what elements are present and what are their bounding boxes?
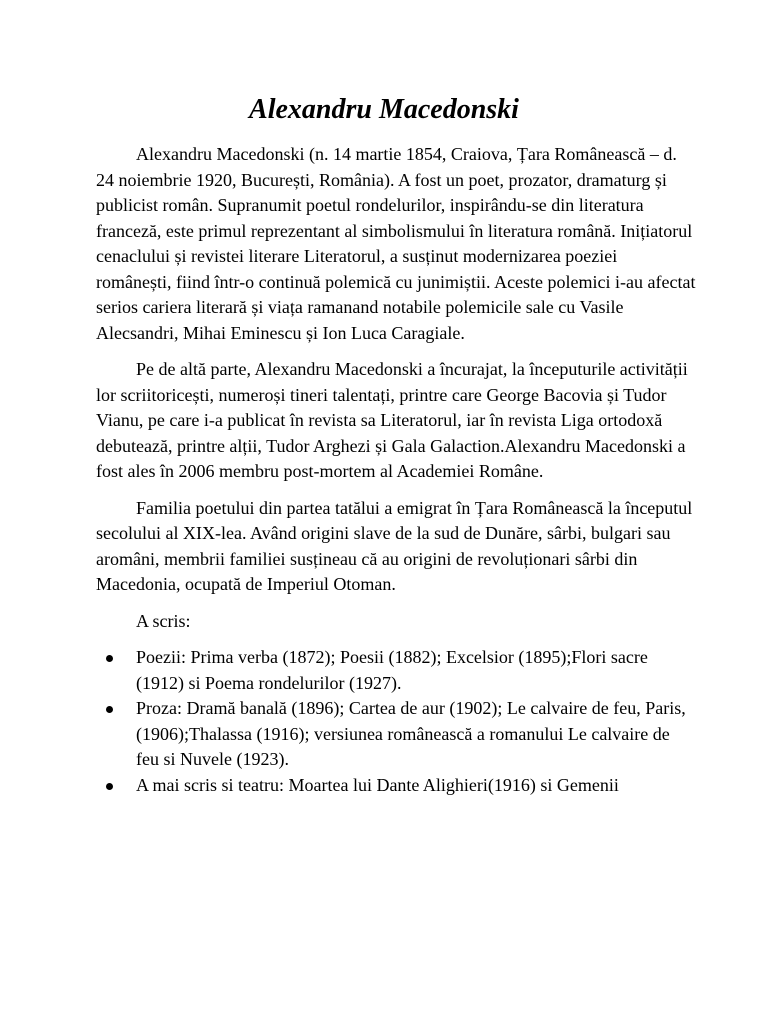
list-item-text: Poezii: Prima verba (1872); Poesii (1882); Excelsior (1895);Flori sacre (1912) si Poema rondelurilor (1927). xyxy=(136,647,648,693)
list-item xyxy=(136,696,696,773)
paragraph-intro: Alexandru Macedonski (n. 14 martie 1854, Craiova, Țara Românească – d. 24 noiembrie 1920, București, România). A fost un poet, prozator, dramaturg și publicist român. Supranumit poetul rondelurilor, inspirându-se din literatura franceză, este primul reprezentant al simbolismului în literatura română. Inițiatorul cenaclului și revistei literare Literatorul, a susținut modernizarea poeziei românești, fiind într-o continuă polemică cu junimiștii. Aceste polemici i-au afectat serios cariera literară și viața ramanand notabile polemicile sale cu Vasile Alecsandri, Mihai Eminescu și Ion Luca Caragiale. xyxy=(96,144,696,343)
list-item-text: Proza: Dramă banală (1896); Cartea de aur (1902); Le calvaire de feu, Paris, (1906);Thalassa (1916); versiunea românească a romanului Le calvaire de feu si Nuvele (1923). xyxy=(136,698,686,769)
list-item xyxy=(136,773,696,799)
bullet-icon xyxy=(106,655,113,662)
paragraph-family: Familia poetului din partea tatălui a emigrat în Țara Românească la începutul secolului al XIX-lea. Având origini slave de la sud de Dunăre, sârbi, bulgari sau aromâni, membrii familiei susțineau că au origini de revoluționari sârbi din Macedonia, ocupată de Imperiul Otoman. xyxy=(96,497,693,594)
paragraph-mentorship: Pe de altă parte, Alexandru Macedonski a încurajat, la începuturile activității lor scriitoricești, numeroși tineri talentați, printre care George Bacovia și Tudor Vianu, pe care i-a publicat în revista sa Literatorul, iar în revista Liga ortodoxă debutează, printre alții, Tudor Arghezi și Gala Galaction.Alexandru Macedonski a fost ales în 2006 membru post-mortem al Academiei Române. xyxy=(96,359,688,481)
list-item xyxy=(136,645,696,696)
works-list xyxy=(96,645,696,798)
paragraph-works-intro: A scris: xyxy=(136,610,191,631)
list-item-text: A mai scris si teatru: Moartea lui Dante Alighieri(1916) si Gemenii xyxy=(136,774,619,795)
document-body xyxy=(96,142,696,798)
document-title: Alexandru Macedonski xyxy=(249,94,519,125)
bullet-icon xyxy=(106,783,113,790)
bullet-icon xyxy=(106,706,113,713)
